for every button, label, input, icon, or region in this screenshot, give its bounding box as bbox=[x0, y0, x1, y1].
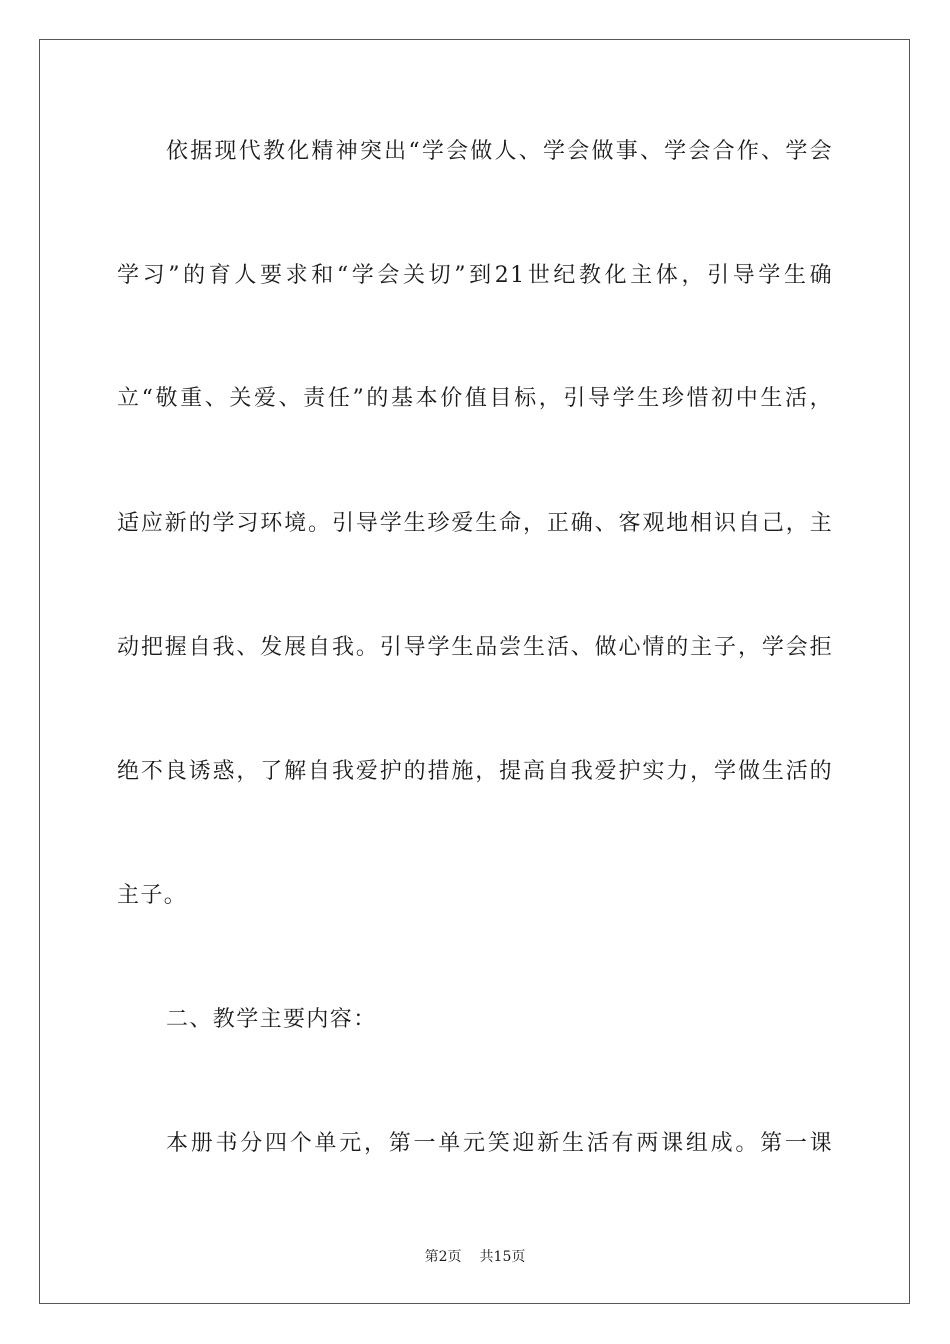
paragraph-line: 适应新的学习环境。引导学生珍爱生命，正确、客观地相识自己，主 bbox=[117, 511, 833, 536]
paragraph-line: 动把握自我、发展自我。引导学生品尝生活、做心情的主子，学会拒 bbox=[117, 635, 833, 660]
paragraph-line: 学习”的育人要求和“学会关切”到21世纪教化主体，引导学生确 bbox=[117, 263, 833, 288]
page-number: 第2页 bbox=[424, 1249, 462, 1265]
page-footer bbox=[0, 1248, 950, 1266]
section-heading: 二、教学主要内容： bbox=[166, 1007, 377, 1032]
paragraph-line: 依据现代教化精神突出“学会做人、学会做事、学会合作、学会 bbox=[166, 139, 833, 164]
page-total: 共15页 bbox=[479, 1249, 526, 1265]
paragraph-line: 主子。 bbox=[117, 883, 188, 908]
page-border bbox=[39, 39, 910, 1304]
paragraph-line: 立“敬重、关爱、责任”的基本价值目标，引导学生珍惜初中生活， bbox=[117, 386, 833, 411]
paragraph-line: 绝不良诱惑，了解自我爱护的措施，提高自我爱护实力，学做生活的 bbox=[117, 759, 833, 784]
paragraph-line: 本册书分四个单元，第一单元笑迎新生活有两课组成。第一课 bbox=[166, 1131, 833, 1156]
